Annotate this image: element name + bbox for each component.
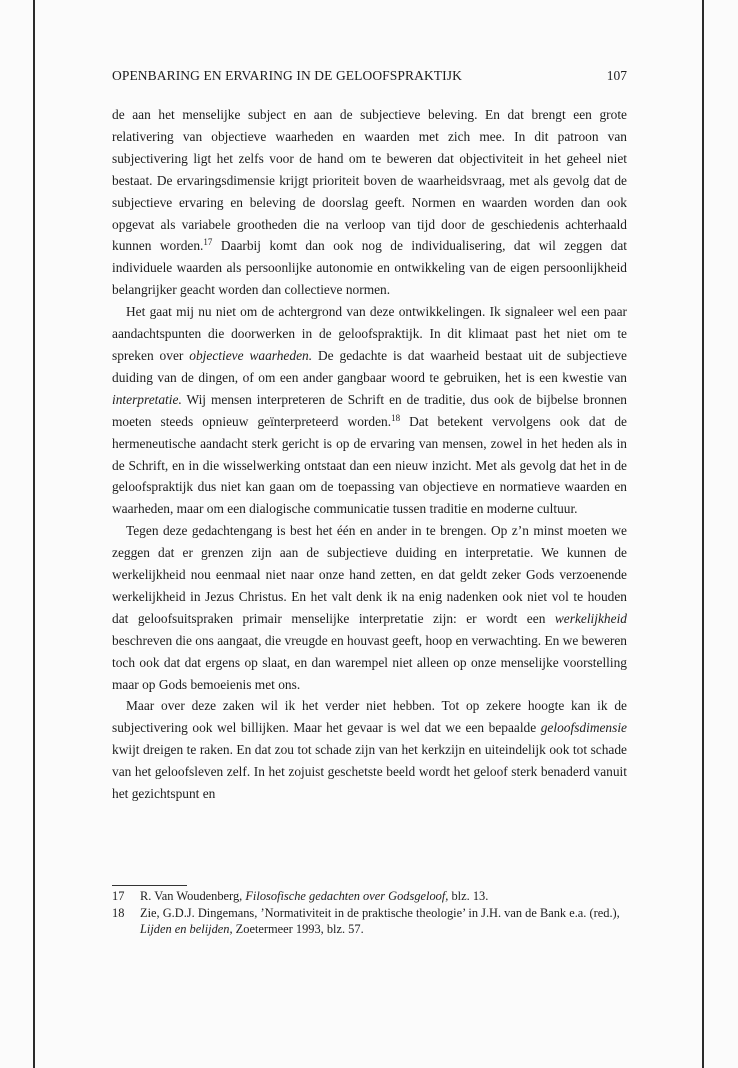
- p2-text-a: Het gaat mij nu niet om de achtergrond van deze ontwikkelingen. Ik signaleer wel een paar aandachtspunten die doorwerken in de geloofspraktijk. In dit klimaat past het niet om te spreken over: [112, 304, 627, 363]
- footnotes: [112, 888, 627, 938]
- p3-text-b: beschreven die ons aangaat, die vreugde en houvast geeft, hoop en verwachting. En we beweren toch ook dat dat ergens op slaat, en dan warempel niet alleen op onze menselijke voorstelling maar op Gods bemoeienis met ons.: [112, 632, 627, 692]
- page-edge-right: [702, 0, 704, 1068]
- footnote-text-b: blz. 13.: [448, 889, 489, 903]
- footnote-17: [112, 888, 627, 905]
- paragraph-4: [112, 695, 627, 805]
- p2-emphasis-1: objectieve waarheden.: [189, 347, 313, 363]
- footnote-emphasis: Lijden en belijden,: [140, 922, 233, 936]
- footnote-18: [112, 905, 627, 938]
- footnote-text-a: R. Van Woudenberg,: [140, 889, 246, 903]
- p3-text-a: Tegen deze gedachtengang is best het één en ander in te brengen. Op z’n minst moeten we zeggen dat er grenzen zijn aan de subjectieve duiding en interpretatie. We kunnen de werkelijkheid nou eenmaal niet naar onze hand zetten, en dat geldt zeker Gods verzoenende werkelijkheid in Jezus Christus. En het valt denk ik na enig nadenken ook niet vol te houden dat geloofsuitspraken primair menselijke interpretatie zijn: er wordt een: [112, 523, 627, 626]
- page-edge-left: [33, 0, 35, 1068]
- running-title: OPENBARING EN ERVARING IN DE GELOOFSPRAKTIJK: [112, 68, 462, 83]
- paragraph-1: [112, 104, 627, 301]
- footnote-ref-18: 18: [391, 412, 401, 423]
- p2-text-c: Wij mensen interpreteren de Schrift en de traditie, dus ook de bijbelse bronnen moeten steeds opnieuw geïnterpreteerd worden.: [112, 391, 627, 429]
- p4-text-b: kwijt dreigen te raken. En dat zou tot schade zijn van het kerkzijn en uiteindelijk ook tot schade van het geloofsleven zelf. In het zojuist geschetste beeld wordt het geloof sterk benaderd vanuit het gezichtspunt en: [112, 742, 627, 802]
- p3-emphasis-1: werkelijkheid: [554, 610, 627, 626]
- footnote-ref-17: 17: [203, 237, 213, 248]
- p2-text-d: Dat betekent vervolgens ook dat de hermeneutische aandacht sterk gericht is op de ervaring van mensen, zowel in het heden als in de Schrift, en in die wisselwerking ontstaat dan een nieuw inzicht. Met als gevolg dat het in de geloofspraktijk dus niet kan gaan om de toepassing van objectieve en normatieve waarden en waarheden, maar om een dialogische communicatie tussen traditie en moderne cultuur.: [112, 413, 627, 517]
- p4-emphasis-1: geloofsdimensie: [540, 720, 627, 736]
- running-header: [112, 68, 627, 90]
- p1-text-b: Daarbij komt dan ook nog de individualisering, dat wil zeggen dat individuele waarden als persoonlijke autonomie en ontwikkeling van de eigen persoonlijkheid belangrijker geacht worden dan collectieve normen.: [112, 238, 627, 298]
- footnote-rule: [112, 885, 187, 886]
- footnote-text-b: Zoetermeer 1993, blz. 57.: [232, 922, 364, 936]
- p2-text-b: De gedachte is dat waarheid bestaat uit de subjectieve duiding van de dingen, of om een ander gangbaar woord te gebruiken, het is een kwestie van: [112, 347, 627, 385]
- paragraph-3: [112, 520, 627, 695]
- paragraph-2: [112, 301, 627, 520]
- footnote-number: 17: [112, 889, 125, 903]
- p4-text-a: Maar over deze zaken wil ik het verder niet hebben. Tot op zekere hoogte kan ik de subjectivering ook wel billijken. Maar het gevaar is wel dat we een bepaalde: [112, 698, 627, 736]
- p2-emphasis-2: interpretatie.: [112, 391, 182, 407]
- footnote-text-a: Zie, G.D.J. Dingemans, ’Normativiteit in de praktische theologie’ in J.H. van de Bank e.a. (red.),: [140, 905, 620, 920]
- page-number: 107: [606, 68, 627, 83]
- footnote-emphasis: Filosofische gedachten over Godsgeloof,: [245, 889, 449, 903]
- body-text: [112, 104, 627, 805]
- p1-text-a: de aan het menselijke subject en aan de subjectieve beleving. En dat brengt een grote relativering van objectieve waarheden en waarden met zich mee. In dit patroon van subjectivering ligt het zelfs voor de hand om te beweren dat objectiviteit in het geheel niet bestaat. De ervaringsdimensie krijgt prioriteit boven de waarheidsvraag, met als gevolg dat de subjectieve ervaring en beleving de doorslag geeft. Normen en waarden worden dan ook opgevat als variabele grootheden die na verloop van tijd door de geschiedenis achterhaald kunnen worden.: [112, 107, 627, 254]
- footnote-number: 18: [112, 905, 125, 920]
